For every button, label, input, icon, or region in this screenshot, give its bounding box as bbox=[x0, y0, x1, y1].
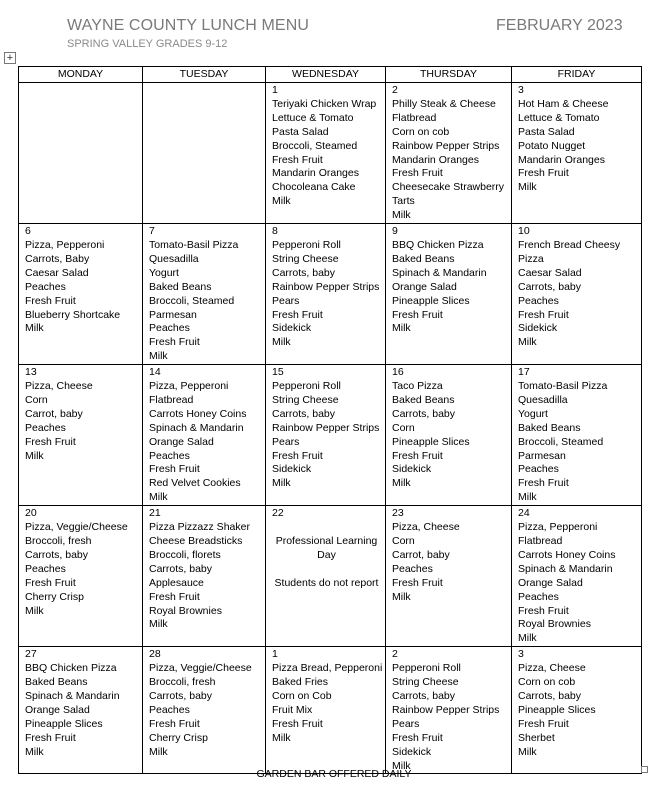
menu-item: Flatbread bbox=[392, 111, 437, 124]
menu-item: String Cheese bbox=[392, 676, 459, 689]
week-row bbox=[19, 365, 642, 506]
menu-item: Milk bbox=[392, 322, 411, 335]
menu-item: Mandarin Oranges bbox=[518, 153, 605, 166]
date-number: 17 bbox=[518, 366, 530, 379]
menu-item: BBQ Chicken Pizza bbox=[392, 238, 484, 251]
menu-item: Fresh Fruit bbox=[149, 336, 200, 349]
menu-item: Parmesan bbox=[149, 308, 197, 321]
day-header-friday: FRIDAY bbox=[512, 67, 642, 83]
date-number: 20 bbox=[25, 507, 37, 520]
date-number: 23 bbox=[392, 507, 404, 520]
menu-item: Royal Brownies bbox=[149, 604, 222, 617]
menu-item: Pears bbox=[272, 435, 300, 448]
date-number: 3 bbox=[518, 648, 524, 661]
menu-item: Applesauce bbox=[149, 576, 204, 589]
menu-item: Pizza, Cheese bbox=[392, 521, 460, 534]
menu-item: Pepperoni Roll bbox=[272, 380, 341, 393]
day-header-wednesday: WEDNESDAY bbox=[266, 67, 386, 83]
menu-item: Milk bbox=[392, 209, 411, 222]
day-cell bbox=[386, 365, 512, 506]
menu-item: Caesar Salad bbox=[518, 266, 582, 279]
menu-item: Corn bbox=[25, 393, 48, 406]
menu-item: Tomato-Basil Pizza bbox=[518, 380, 608, 393]
menu-item: Milk bbox=[518, 181, 537, 194]
menu-item: Cheese Breadsticks bbox=[149, 535, 243, 547]
menu-item: Fresh Fruit bbox=[518, 604, 569, 617]
day-cell bbox=[19, 647, 143, 774]
menu-item: Taco Pizza bbox=[392, 380, 443, 393]
menu-item: Baked Beans bbox=[25, 676, 88, 689]
table-resize-handle-icon[interactable] bbox=[641, 766, 648, 773]
day-cell bbox=[266, 83, 386, 224]
menu-item: Milk bbox=[149, 745, 168, 758]
day-header-thursday: THURSDAY bbox=[386, 67, 512, 83]
menu-item: Sidekick bbox=[272, 463, 312, 476]
menu-item: Fresh Fruit bbox=[149, 463, 200, 476]
menu-item: Hot Ham & Cheese bbox=[518, 97, 609, 110]
menu-item: Milk bbox=[518, 491, 537, 504]
date-number: 10 bbox=[518, 225, 530, 238]
menu-item: Orange Salad bbox=[25, 703, 90, 716]
menu-item: Fresh Fruit bbox=[25, 576, 76, 589]
menu-item: Milk bbox=[272, 195, 291, 208]
menu-title: WAYNE COUNTY LUNCH MENU bbox=[67, 17, 310, 34]
menu-item: Peaches bbox=[149, 449, 190, 462]
menu-item: Sidekick bbox=[272, 322, 312, 335]
menu-item: Fresh Fruit bbox=[272, 717, 323, 730]
garden-bar-note: GARDEN BAR OFFERED DAILY bbox=[256, 768, 412, 780]
day-cell bbox=[512, 506, 642, 647]
menu-item: Fresh Fruit bbox=[392, 167, 443, 180]
menu-item: French Bread Cheesy bbox=[518, 238, 621, 251]
menu-item: Teriyaki Chicken Wrap bbox=[272, 97, 377, 110]
menu-item: Fresh Fruit bbox=[518, 717, 569, 730]
menu-item: Fresh Fruit bbox=[392, 731, 443, 744]
menu-item: Carrots, baby bbox=[392, 407, 456, 420]
menu-item: Milk bbox=[25, 322, 44, 335]
day-cell bbox=[512, 365, 642, 506]
menu-item: BBQ Chicken Pizza bbox=[25, 662, 117, 675]
date-number: 6 bbox=[25, 225, 31, 238]
menu-item: Spinach & Mandarin bbox=[392, 266, 487, 279]
lunch-menu-table bbox=[18, 66, 642, 774]
menu-item: Pizza, Pepperoni bbox=[25, 238, 105, 251]
date-number: 9 bbox=[392, 225, 398, 238]
menu-item: Milk bbox=[392, 759, 411, 772]
menu-item: Milk bbox=[518, 632, 537, 645]
menu-item: Broccoli, fresh bbox=[25, 535, 92, 547]
menu-item: Pepperoni Roll bbox=[392, 662, 461, 675]
date-number: 22 bbox=[272, 507, 284, 520]
menu-item: Pineapple Slices bbox=[518, 703, 596, 716]
menu-item: Cherry Crisp bbox=[149, 731, 208, 744]
menu-item: Fresh Fruit bbox=[149, 717, 200, 730]
day-cell bbox=[19, 224, 143, 365]
menu-item: Tarts bbox=[392, 195, 415, 208]
menu-item: Carrots Honey Coins bbox=[149, 407, 247, 420]
menu-item: Pizza, Cheese bbox=[25, 380, 93, 393]
date-number: 21 bbox=[149, 507, 161, 520]
menu-item: Carrots, baby bbox=[518, 280, 582, 293]
week-row bbox=[19, 647, 642, 774]
menu-item: Peaches bbox=[25, 562, 66, 575]
menu-item: Corn on cob bbox=[518, 676, 576, 689]
date-number: 1 bbox=[272, 84, 278, 96]
menu-item: Fresh Fruit bbox=[392, 576, 443, 589]
menu-item: Fruit Mix bbox=[272, 703, 313, 716]
menu-item: Spinach & Mandarin bbox=[25, 689, 120, 702]
day-cell bbox=[386, 83, 512, 224]
menu-item: Orange Salad bbox=[149, 435, 214, 448]
menu-item: Orange Salad bbox=[518, 576, 583, 589]
menu-item: Carrots, baby bbox=[392, 689, 456, 702]
menu-item: Milk bbox=[272, 336, 291, 349]
date-number: 13 bbox=[25, 366, 37, 379]
week-row bbox=[19, 83, 642, 224]
menu-item: Pears bbox=[272, 294, 300, 307]
day-cell bbox=[143, 224, 266, 365]
day-cell bbox=[143, 365, 266, 506]
menu-item: Milk bbox=[518, 745, 537, 758]
menu-item: Rainbow Pepper Strips bbox=[272, 421, 380, 434]
menu-item: Milk bbox=[25, 604, 44, 617]
menu-item: Milk bbox=[149, 618, 168, 631]
menu-item: Blueberry Shortcake bbox=[25, 308, 121, 321]
menu-item: Mandarin Oranges bbox=[272, 167, 359, 180]
date-number: 2 bbox=[392, 648, 398, 661]
menu-item: Peaches bbox=[518, 590, 559, 603]
menu-item: Peaches bbox=[25, 280, 66, 293]
menu-item: Baked Beans bbox=[149, 280, 212, 293]
date-number: 1 bbox=[272, 648, 278, 661]
day-cell bbox=[512, 83, 642, 224]
day-cell bbox=[19, 365, 143, 506]
menu-item: Flatbread bbox=[518, 535, 563, 547]
menu-item: Baked Beans bbox=[392, 252, 455, 265]
menu-item: Flatbread bbox=[149, 393, 194, 406]
day-header-tuesday: TUESDAY bbox=[143, 67, 266, 83]
weekday-header-row bbox=[19, 67, 642, 83]
menu-item: Carrot, baby bbox=[392, 548, 450, 561]
menu-item: Cheesecake Strawberry bbox=[392, 181, 505, 194]
menu-item: Yogurt bbox=[518, 407, 548, 420]
menu-item: Peaches bbox=[149, 322, 190, 335]
menu-item: Fresh Fruit bbox=[392, 308, 443, 321]
date-number: 24 bbox=[518, 507, 530, 520]
menu-item: Fresh Fruit bbox=[25, 731, 76, 744]
menu-item: Baked Fries bbox=[272, 676, 329, 689]
menu-item: Pineapple Slices bbox=[392, 435, 470, 448]
menu-item: Carrots, baby bbox=[272, 407, 336, 420]
menu-item: Lettuce & Tomato bbox=[518, 111, 600, 124]
menu-item: Corn on Cob bbox=[272, 689, 332, 702]
date-number: 27 bbox=[25, 648, 37, 661]
menu-item: Fresh Fruit bbox=[25, 435, 76, 448]
menu-item: Peaches bbox=[392, 562, 433, 575]
menu-item: Cherry Crisp bbox=[25, 590, 84, 603]
menu-item: Rainbow Pepper Strips bbox=[392, 139, 500, 152]
menu-item: Tomato-Basil Pizza bbox=[149, 238, 239, 251]
menu-item: Milk bbox=[272, 477, 291, 490]
menu-item: Corn on cob bbox=[392, 125, 450, 138]
date-number: 28 bbox=[149, 648, 161, 661]
menu-item: Fresh Fruit bbox=[272, 449, 323, 462]
table-move-handle-icon[interactable]: + bbox=[4, 52, 16, 64]
menu-item: Philly Steak & Cheese bbox=[392, 97, 496, 110]
menu-item: Fresh Fruit bbox=[272, 153, 323, 166]
menu-item: Carrots, baby bbox=[272, 266, 336, 279]
day-cell bbox=[386, 224, 512, 365]
menu-item: Royal Brownies bbox=[518, 618, 591, 631]
menu-item: Carrots, Baby bbox=[25, 252, 90, 265]
date-number: 7 bbox=[149, 225, 155, 238]
menu-item: Pizza bbox=[518, 252, 544, 265]
menu-item: Spinach & Mandarin bbox=[149, 421, 244, 434]
menu-item: Fresh Fruit bbox=[272, 308, 323, 321]
menu-item: Pizza Bread, Pepperoni bbox=[272, 662, 383, 675]
menu-item: Potato Nugget bbox=[518, 139, 586, 152]
menu-item: Sidekick bbox=[518, 322, 558, 335]
no-school-note: Students do not report bbox=[274, 576, 379, 589]
menu-item: Pears bbox=[392, 717, 420, 730]
menu-item: Fresh Fruit bbox=[392, 449, 443, 462]
menu-item: Pizza, Pepperoni bbox=[518, 521, 598, 534]
menu-item: Broccoli, fresh bbox=[149, 676, 216, 689]
menu-item: Broccoli, Steamed bbox=[272, 139, 358, 152]
menu-item: Peaches bbox=[149, 703, 190, 716]
day-cell bbox=[143, 506, 266, 647]
day-cell bbox=[386, 506, 512, 647]
menu-item: Fresh Fruit bbox=[518, 167, 569, 180]
day-cell bbox=[266, 365, 386, 506]
day-cell bbox=[266, 506, 386, 647]
menu-item: String Cheese bbox=[272, 252, 339, 265]
holiday-note: Professional Learning Day bbox=[275, 535, 378, 561]
menu-item: Broccoli, Steamed bbox=[149, 294, 235, 307]
menu-item: Pizza, Pepperoni bbox=[149, 380, 229, 393]
menu-item: Parmesan bbox=[518, 449, 566, 462]
date-number: 2 bbox=[392, 84, 398, 96]
menu-item: Quesadilla bbox=[149, 252, 199, 265]
week-row bbox=[19, 506, 642, 647]
menu-item: Sherbet bbox=[518, 731, 555, 744]
menu-item: Pizza, Cheese bbox=[518, 662, 586, 675]
menu-item: Spinach & Mandarin bbox=[518, 562, 613, 575]
menu-item: Carrots Honey Coins bbox=[518, 548, 616, 561]
day-cell bbox=[266, 647, 386, 774]
menu-item: Milk bbox=[392, 590, 411, 603]
day-cell bbox=[512, 647, 642, 774]
menu-item: Pineapple Slices bbox=[392, 294, 470, 307]
menu-item: Carrots, baby bbox=[149, 689, 213, 702]
day-cell bbox=[386, 647, 512, 774]
day-cell bbox=[143, 647, 266, 774]
date-number: 16 bbox=[392, 366, 404, 379]
day-cell bbox=[266, 224, 386, 365]
menu-item: Pasta Salad bbox=[518, 125, 575, 138]
menu-item: Pizza Pizzazz Shaker bbox=[149, 521, 250, 534]
menu-item: Pizza, Veggie/Cheese bbox=[25, 521, 128, 534]
menu-item: Rainbow Pepper Strips bbox=[272, 280, 380, 293]
menu-item: Milk bbox=[149, 350, 168, 363]
menu-item: Orange Salad bbox=[392, 280, 457, 293]
menu-item: Quesadilla bbox=[518, 393, 568, 406]
menu-item: Fresh Fruit bbox=[25, 294, 76, 307]
menu-item: Fresh Fruit bbox=[149, 590, 200, 603]
menu-item: Corn bbox=[392, 421, 415, 434]
menu-item: Milk bbox=[25, 745, 44, 758]
menu-item: Carrots, baby bbox=[518, 689, 582, 702]
menu-item: Sidekick bbox=[392, 745, 432, 758]
menu-item: Fresh Fruit bbox=[518, 477, 569, 490]
menu-item: Broccoli, florets bbox=[149, 548, 221, 561]
menu-item: Peaches bbox=[518, 294, 559, 307]
menu-item: Baked Beans bbox=[392, 393, 455, 406]
menu-item: Fresh Fruit bbox=[518, 308, 569, 321]
menu-item: Mandarin Oranges bbox=[392, 153, 479, 166]
menu-item: Lettuce & Tomato bbox=[272, 111, 354, 124]
date-number: 15 bbox=[272, 366, 284, 379]
day-header-monday: MONDAY bbox=[19, 67, 143, 83]
menu-item: Broccoli, Steamed bbox=[518, 435, 604, 448]
menu-item: Pepperoni Roll bbox=[272, 238, 341, 251]
menu-item: Sidekick bbox=[392, 463, 432, 476]
menu-item: Pineapple Slices bbox=[25, 717, 103, 730]
menu-item: Carrots, baby bbox=[149, 562, 213, 575]
menu-item: String Cheese bbox=[272, 393, 339, 406]
menu-item: Peaches bbox=[25, 421, 66, 434]
menu-item: Milk bbox=[518, 336, 537, 349]
menu-item: Caesar Salad bbox=[25, 266, 89, 279]
menu-item: Rainbow Pepper Strips bbox=[392, 703, 500, 716]
menu-item: Carrots, baby bbox=[25, 548, 89, 561]
menu-month: FEBRUARY 2023 bbox=[496, 17, 623, 34]
menu-item: Corn bbox=[392, 535, 415, 547]
day-cell bbox=[19, 506, 143, 647]
menu-item: Pasta Salad bbox=[272, 125, 329, 138]
day-cell bbox=[512, 224, 642, 365]
menu-item: Red Velvet Cookies bbox=[149, 477, 241, 490]
menu-item: Milk bbox=[392, 477, 411, 490]
date-number: 14 bbox=[149, 366, 161, 379]
menu-item: Baked Beans bbox=[518, 421, 581, 434]
day-cell bbox=[143, 83, 266, 224]
date-number: 8 bbox=[272, 225, 278, 238]
menu-item: Chocoleana Cake bbox=[272, 181, 356, 194]
day-cell bbox=[19, 83, 143, 224]
menu-item: Peaches bbox=[518, 463, 559, 476]
date-number: 3 bbox=[518, 84, 524, 96]
week-row bbox=[19, 224, 642, 365]
menu-item: Carrot, baby bbox=[25, 407, 83, 420]
menu-item: Pizza, Veggie/Cheese bbox=[149, 662, 252, 675]
menu-item: Milk bbox=[25, 449, 44, 462]
menu-item: Milk bbox=[149, 491, 168, 504]
menu-item: Milk bbox=[272, 731, 291, 744]
menu-item: Yogurt bbox=[149, 266, 179, 279]
menu-subtitle: SPRING VALLEY GRADES 9-12 bbox=[67, 38, 228, 50]
